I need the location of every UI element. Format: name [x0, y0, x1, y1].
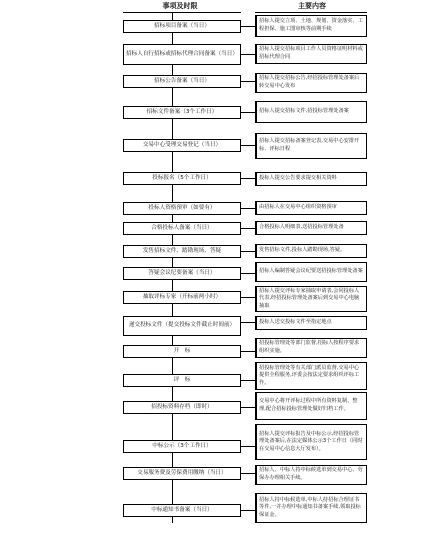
step-bid-submission: 递交投标文件（提交投标文件截止时间前） [123, 316, 241, 336]
note-records-archiving: 交易中心将开评标过程中所有资料复制、整理,配合招标投标管理处做好归档工作。 [255, 392, 367, 420]
step-prequalification: 投标人资格预审（如要有） [123, 202, 241, 215]
note-project-registration: 招标人提交立项、土地、规划、资金落实、工程担保、施工图审核等前期手续 [255, 15, 367, 37]
step-qualified-bidders-registration: 合格投标人备案（当日） [123, 222, 241, 235]
connector-bid-evaluation [241, 380, 255, 381]
connector-project-registration [241, 26, 255, 27]
connector-award-notice-registration [241, 510, 255, 511]
step-award-notice-registration: 中标通知书备案（当日） [123, 504, 241, 517]
step-bid-signup: 投标报名（5个工作日） [123, 172, 241, 185]
note-tender-notice-registration: 招标人提交招标公告,经招投标管理处备案后转交易中心发布 [255, 73, 367, 93]
step-tender-notice-registration: 招标公告备案（当日） [123, 75, 241, 88]
connector-trading-center-registration [241, 145, 255, 146]
header-underline-left [123, 12, 241, 13]
note-documents-site-visit-qa: 发售招标文件,投标人踏勘现场,答疑。 [255, 244, 367, 258]
note-trading-center-registration: 招标人提交招标备案登记表,交易中心安排开标、评标日程 [255, 133, 367, 159]
note-bid-signup: 投标人提交公告要求提交相关资料 [255, 172, 367, 186]
step-expert-selection: 抽取评标专家（开标前两小时） [123, 291, 241, 304]
connector-records-archiving [241, 407, 255, 408]
step-bid-evaluation: 评 标 [123, 374, 241, 387]
connector-bid-signup [241, 178, 255, 179]
connector-agency-contract-registration [241, 54, 255, 55]
connector-service-fee-payment [241, 473, 255, 474]
note-prequalification: 由招标人在交易中心组织资格预审 [255, 201, 367, 215]
step-trading-center-registration: 交易中心受理交易登记（当日） [123, 139, 241, 152]
note-qualified-bidders-registration: 合格投标人明细表,送招投标管理处备 [255, 221, 367, 235]
step-agency-contract-registration: 招标人自行招标或招标代理合同备案（当日） [123, 44, 241, 65]
connector-qualified-bidders-registration [241, 228, 255, 229]
connector-bid-opening [241, 351, 255, 352]
header-process-steps: 事项及时限 [162, 2, 198, 10]
connector-tender-notice-registration [241, 81, 255, 82]
connector-qa-minutes-registration [241, 273, 255, 274]
note-expert-selection: 招标人提交评标专家抽取申请表,会同投标人代表,经招投标管理处备案后到交易中心电脑抽取 [255, 286, 367, 312]
step-tender-documents-registration: 招标文件备案（3个工作日） [123, 106, 241, 119]
step-documents-site-visit-qa: 发售招标文件、踏勘现场、答疑 [123, 245, 241, 258]
connector-award-publicity [241, 446, 255, 447]
step-project-registration: 招标项目备案（当日） [123, 20, 241, 33]
note-bid-evaluation: 招投标管理处等有关部门派员监督,交易中心提供全程服务,评委会按法定要求组织评标工作。 [255, 362, 367, 390]
step-qa-minutes-registration: 答疑会议纪要备案（当日） [123, 267, 241, 280]
note-service-fee-payment: 招标人、中标人持中标候选单到交易中心、劳保办办理相关手续。 [255, 465, 367, 485]
note-tender-documents-registration: 招标人提交招标文件,招投标管理处备案 [255, 101, 367, 123]
step-award-publicity: 中标公示（3个工作日） [123, 440, 241, 453]
connector-documents-site-visit-qa [241, 251, 255, 252]
connector-tender-documents-registration [241, 112, 255, 113]
note-agency-contract-registration: 招标人提交招标项目工作人员资格证明材料或招标代理合同 [255, 44, 367, 64]
header-main-content: 主要内容 [298, 2, 326, 10]
note-award-notice-registration: 招标人持中标候选单,中标人持招标合理证书等件,一并办理中标通知书备案手续,领取投标保证金。 [255, 493, 367, 523]
note-bid-opening: 招投标管理处等部门监督,招标人按程序要求组织实施。 [255, 338, 367, 358]
connector-prequalification [241, 208, 255, 209]
note-qa-minutes-registration: 招标人编制答疑会议纪要送招投标管理处备案 [255, 262, 367, 282]
header-underline-right [255, 12, 367, 13]
note-award-publicity: 招标人提交评标报告及中标公示,经招投标管理处备案后,在法定媒体公示3个工作日（同时在交易中心信息大厅发布）。 [255, 424, 367, 460]
step-records-archiving: 招投标资料存档（即时） [123, 401, 241, 414]
step-bid-opening: 开 标 [123, 345, 241, 358]
step-service-fee-payment: 交易服务费及劳保费用缴纳（当日） [123, 467, 241, 480]
connector-bid-submission [241, 322, 255, 323]
connector-expert-selection [241, 297, 255, 298]
note-bid-submission: 投标人送交投标文件至指定地点 [255, 316, 367, 330]
